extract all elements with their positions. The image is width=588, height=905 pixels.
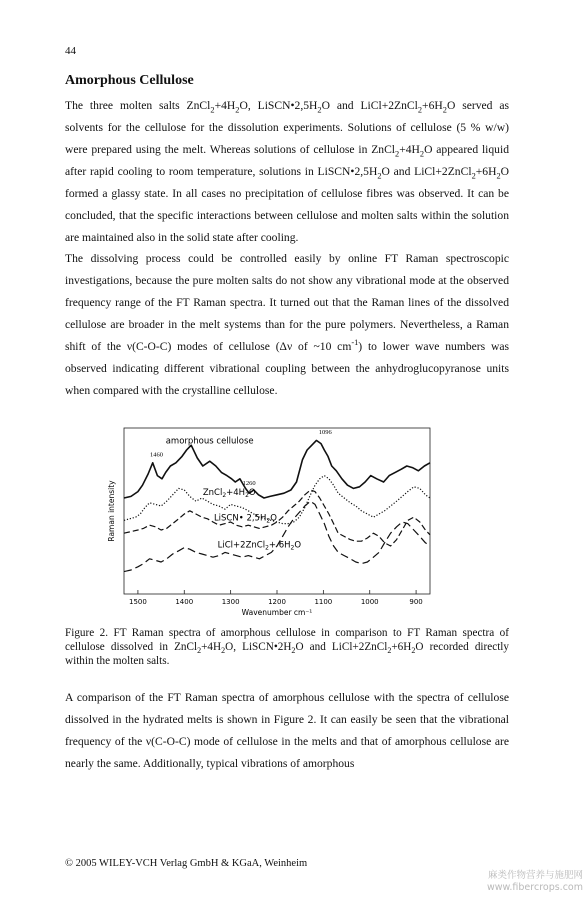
series-line (124, 501, 430, 571)
x-tick-label: 1300 (221, 598, 240, 606)
peak-annotation: 1460 (149, 451, 163, 459)
y-axis-label: Raman intensity (107, 480, 116, 542)
raman-spectra-chart (104, 424, 434, 620)
plot-frame (124, 428, 430, 594)
series-line (124, 440, 430, 498)
x-tick-label: 1400 (175, 598, 194, 606)
series-label: $ZnCl_2+4H_2O$ (202, 487, 256, 499)
section-heading: Amorphous Cellulose (65, 73, 194, 88)
x-tick-label: 1500 (128, 598, 147, 606)
peak-annotation: 1096 (318, 429, 332, 436)
x-tick-label: 1200 (268, 598, 286, 606)
paragraph-3: A comparison of the FT Raman spectra of amorphous cellulose with the spectra of cellulose dissolved in the hydrated melts is shown in Figure 2. It can easily be seen that the vibrational frequency of the ν(C-O-C) mode of cellulose in the melts and that of amorphous cellulose are nearly the same. Additionally, typical vibrations of amorphous (65, 691, 509, 770)
series-line (124, 476, 430, 524)
paragraph-2: The dissolving process could be controlled easily by online FT Raman spectroscopic investigations, because the pure molten salts do not show any vibrational mode at the observed frequency range of the FT Raman spectra. It turned out that the Raman lines of the dissolved cellulose are broader in the melt systems than for the pure polymers. Nevertheless, a Raman shift of the ν(C-O-C) modes of cellulose (Δν of ~10 $cm^{-1}$) to lower wave numbers was observed indicating different vibrational coupling between the anhydroglucopyranose units when compared with the crystalline cellulose. (65, 252, 509, 397)
watermark-line-1: 麻类作物营养与施肥网 (487, 870, 583, 881)
copyright-footer: © 2005 WILEY-VCH Verlag GmbH & KGaA, Weinheim (65, 858, 308, 869)
watermark (455, 870, 583, 894)
page-number: 44 (65, 45, 76, 57)
peak-annotation: 1260 (242, 480, 256, 488)
x-tick-label: 1100 (314, 598, 333, 606)
series-label: LiCl+2ZnCl$_2$+ $6H_2O$ (217, 540, 302, 552)
x-tick-label: 900 (409, 598, 423, 606)
figure-caption: Figure 2. FT Raman spectra of amorphous cellulose in comparison to FT Raman spectra of cellulose dissolved in $ZnCl_2+4H_2O$, $LiSCN•2H_2O$ and $LiCl+2ZnCl_2+6H_2O$ recorded directly within the molten salts. (65, 627, 509, 667)
series-label: amorphous cellulose (165, 436, 254, 447)
series-line (124, 487, 430, 546)
x-axis-label: Wavenumber cm⁻¹ (241, 608, 313, 617)
series-label: LiSCN• $2,5H_2O$ (213, 513, 277, 525)
x-tick-label: 1000 (360, 598, 379, 606)
paragraph-1: The three molten salts $ZnCl_2+4H_2O$, $LiSCN•2,5H_2O$ and $LiCl+2ZnCl_2+6H_2O$ served as solvents for the cellulose for the dissolution experiments. Solutions of cellulose (5 % w/w) were prepared using the melt. Whereas solutions of cellulose in $ZnCl_2+4H_2O$ appeared liquid after rapid cooling to room temperature, solutions in $LiSCN•2,5H_2O$ and $LiCl+2ZnCl_2+6H_2O$ formed a glassy state. In all cases no precipitation of cellulose fibres was observed. It can be concluded, that the specific interactions between cellulose and molten salts within the solution are maintained also in the solid state after cooling. (65, 99, 510, 244)
watermark-line-2: www.fibercrops.com (486, 882, 583, 893)
